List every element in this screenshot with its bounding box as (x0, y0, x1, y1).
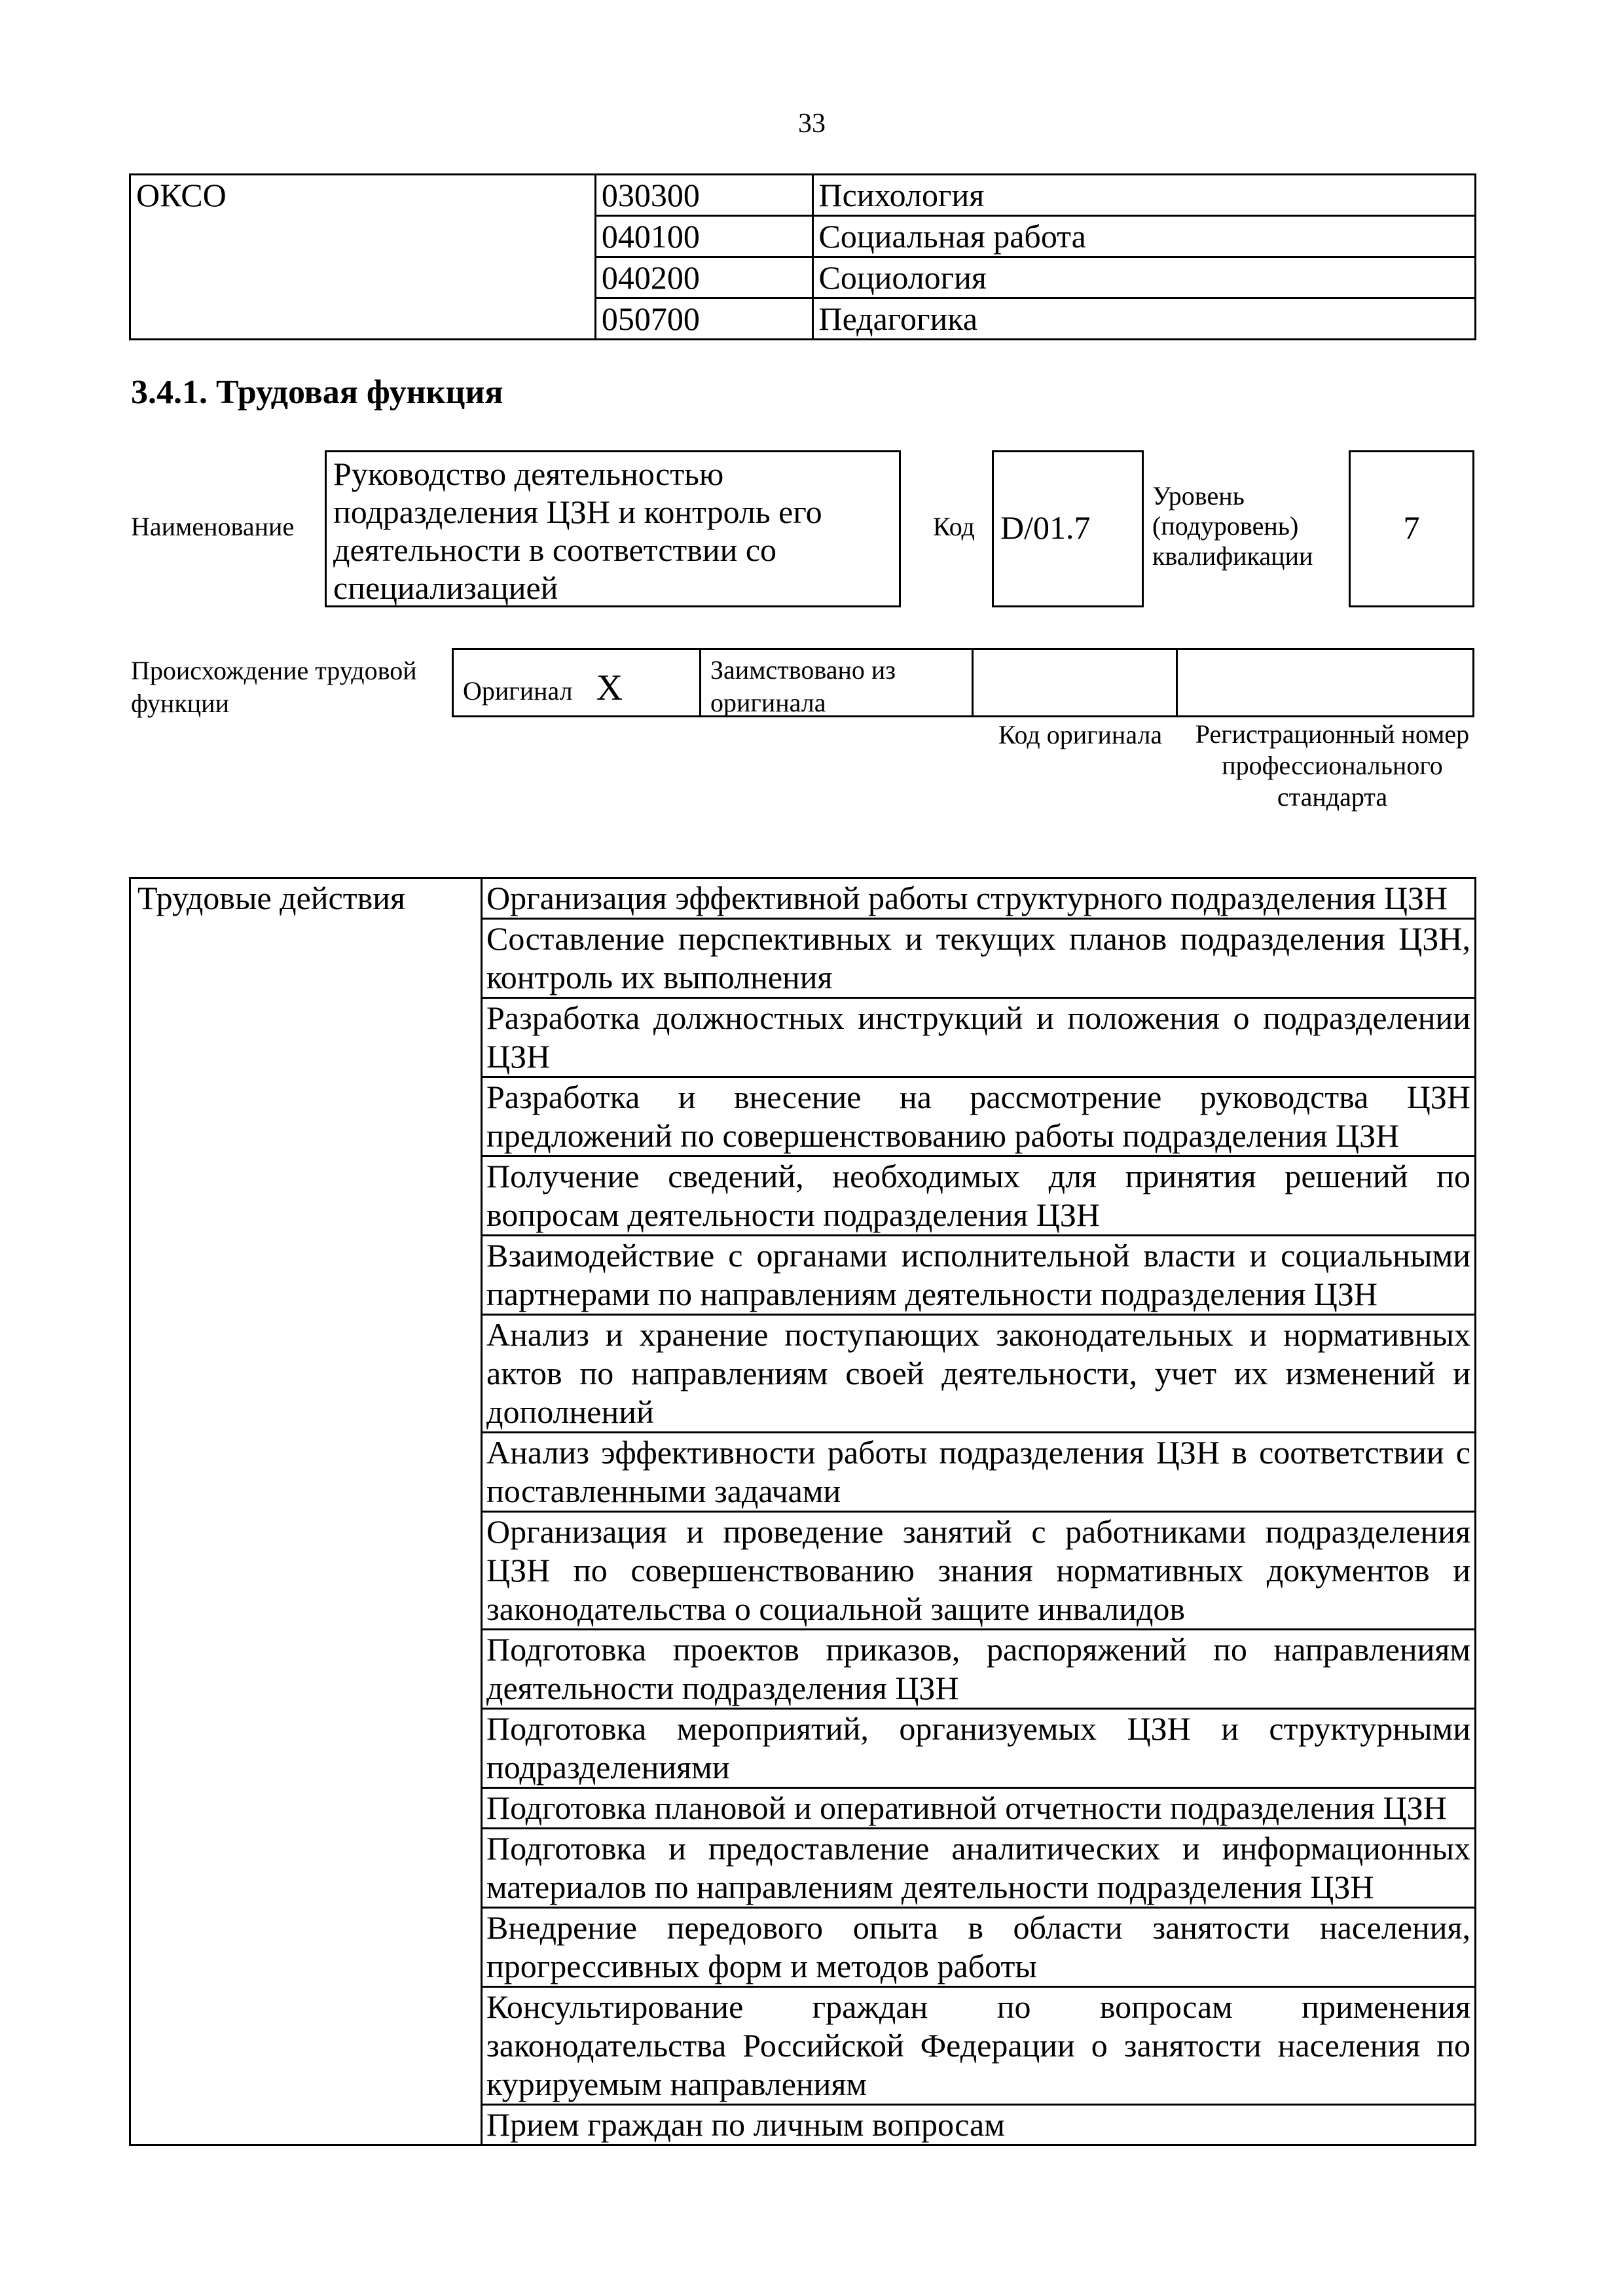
origin-table (452, 648, 1474, 717)
table-row (130, 878, 1476, 919)
labor-action-item: Взаимодействие с органами исполнительной власти и социальными партнерами по направлениям деятельности подразделения ЦЗН (482, 1236, 1476, 1315)
origin-label: Происхождение трудовой функции (131, 656, 417, 718)
function-name-value: Руководство деятельностью подразделения ЦЗН и контроль его деятельности в соответствии со специализацией (325, 450, 901, 607)
name-label: Наименование (131, 512, 295, 541)
okso-name: Психология (812, 175, 1476, 216)
reg-number-caption: Регистрационный номер профессионального стандарта (1195, 719, 1470, 812)
labor-action-item: Подготовка мероприятий, организуемых ЦЗН и структурными подразделениями (482, 1709, 1476, 1788)
level-label: Уровень (подуровень) квалификации (1152, 481, 1313, 571)
borrowed-label: Заимствовано из оригинала (701, 650, 974, 715)
original-cell (454, 650, 701, 715)
okso-code: 040100 (595, 216, 812, 257)
okso-name: Социальная работа (812, 216, 1476, 257)
labor-action-item: Получение сведений, необходимых для принятия решений по вопросам деятельности подразделения ЦЗН (482, 1157, 1476, 1236)
labor-action-item: Составление перспективных и текущих планов подразделения ЦЗН, контроль их выполнения (482, 919, 1476, 998)
table-row (130, 175, 1476, 216)
labor-action-item: Разработка и внесение на рассмотрение руководства ЦЗН предложений по совершенствованию работы подразделения ЦЗН (482, 1077, 1476, 1157)
reg-number-cell (1178, 650, 1472, 715)
labor-action-item: Анализ и хранение поступающих законодательных и нормативных актов по направлениям своей деятельности, учет их изменений и дополнений (482, 1315, 1476, 1433)
labor-actions-label: Трудовые действия (130, 878, 482, 2145)
okso-name: Социология (812, 257, 1476, 298)
labor-action-item: Подготовка и предоставление аналитических и информационных материалов по направлениям деятельности подразделения ЦЗН (482, 1829, 1476, 1908)
okso-code: 040200 (595, 257, 812, 298)
okso-table (129, 173, 1476, 340)
section-title: 3.4.1. Трудовая функция (131, 374, 503, 411)
labor-action-item: Разработка должностных инструкций и положения о подразделении ЦЗН (482, 998, 1476, 1077)
function-code-value: D/01.7 (992, 450, 1144, 607)
labor-action-item: Организация эффективной работы структурного подразделения ЦЗН (482, 878, 1476, 919)
labor-action-item: Анализ эффективности работы подразделения ЦЗН в соответствии с поставленными задачами (482, 1433, 1476, 1512)
labor-actions-table (129, 877, 1476, 2146)
original-label: Оригинал (463, 676, 573, 706)
labor-action-item: Организация и проведение занятий с работниками подразделения ЦЗН по совершенствованию знания нормативных документов и законодательства о социальной защите инвалидов (482, 1512, 1476, 1630)
okso-label: ОКСО (130, 175, 596, 340)
labor-action-item: Прием граждан по личным вопросам (482, 2105, 1476, 2145)
labor-action-item: Внедрение передового опыта в области занятости населения, прогрессивных форм и методов работы (482, 1908, 1476, 1987)
okso-name: Педагогика (812, 298, 1476, 340)
level-value: 7 (1349, 450, 1474, 607)
labor-action-item: Подготовка плановой и оперативной отчетности подразделения ЦЗН (482, 1788, 1476, 1829)
original-code-cell (974, 650, 1178, 715)
code-original-caption: Код оригинала (998, 720, 1163, 749)
original-mark: X (596, 668, 623, 708)
labor-action-item: Подготовка проектов приказов, распоряжений по направлениям деятельности подразделения ЦЗН (482, 1630, 1476, 1709)
okso-code: 050700 (595, 298, 812, 340)
code-label: Код (933, 512, 975, 541)
labor-action-item: Консультирование граждан по вопросам применения законодательства Российской Федерации о занятости населения по курируемым направлениям (482, 1987, 1476, 2105)
okso-code: 030300 (595, 175, 812, 216)
page-number: 33 (798, 109, 826, 139)
